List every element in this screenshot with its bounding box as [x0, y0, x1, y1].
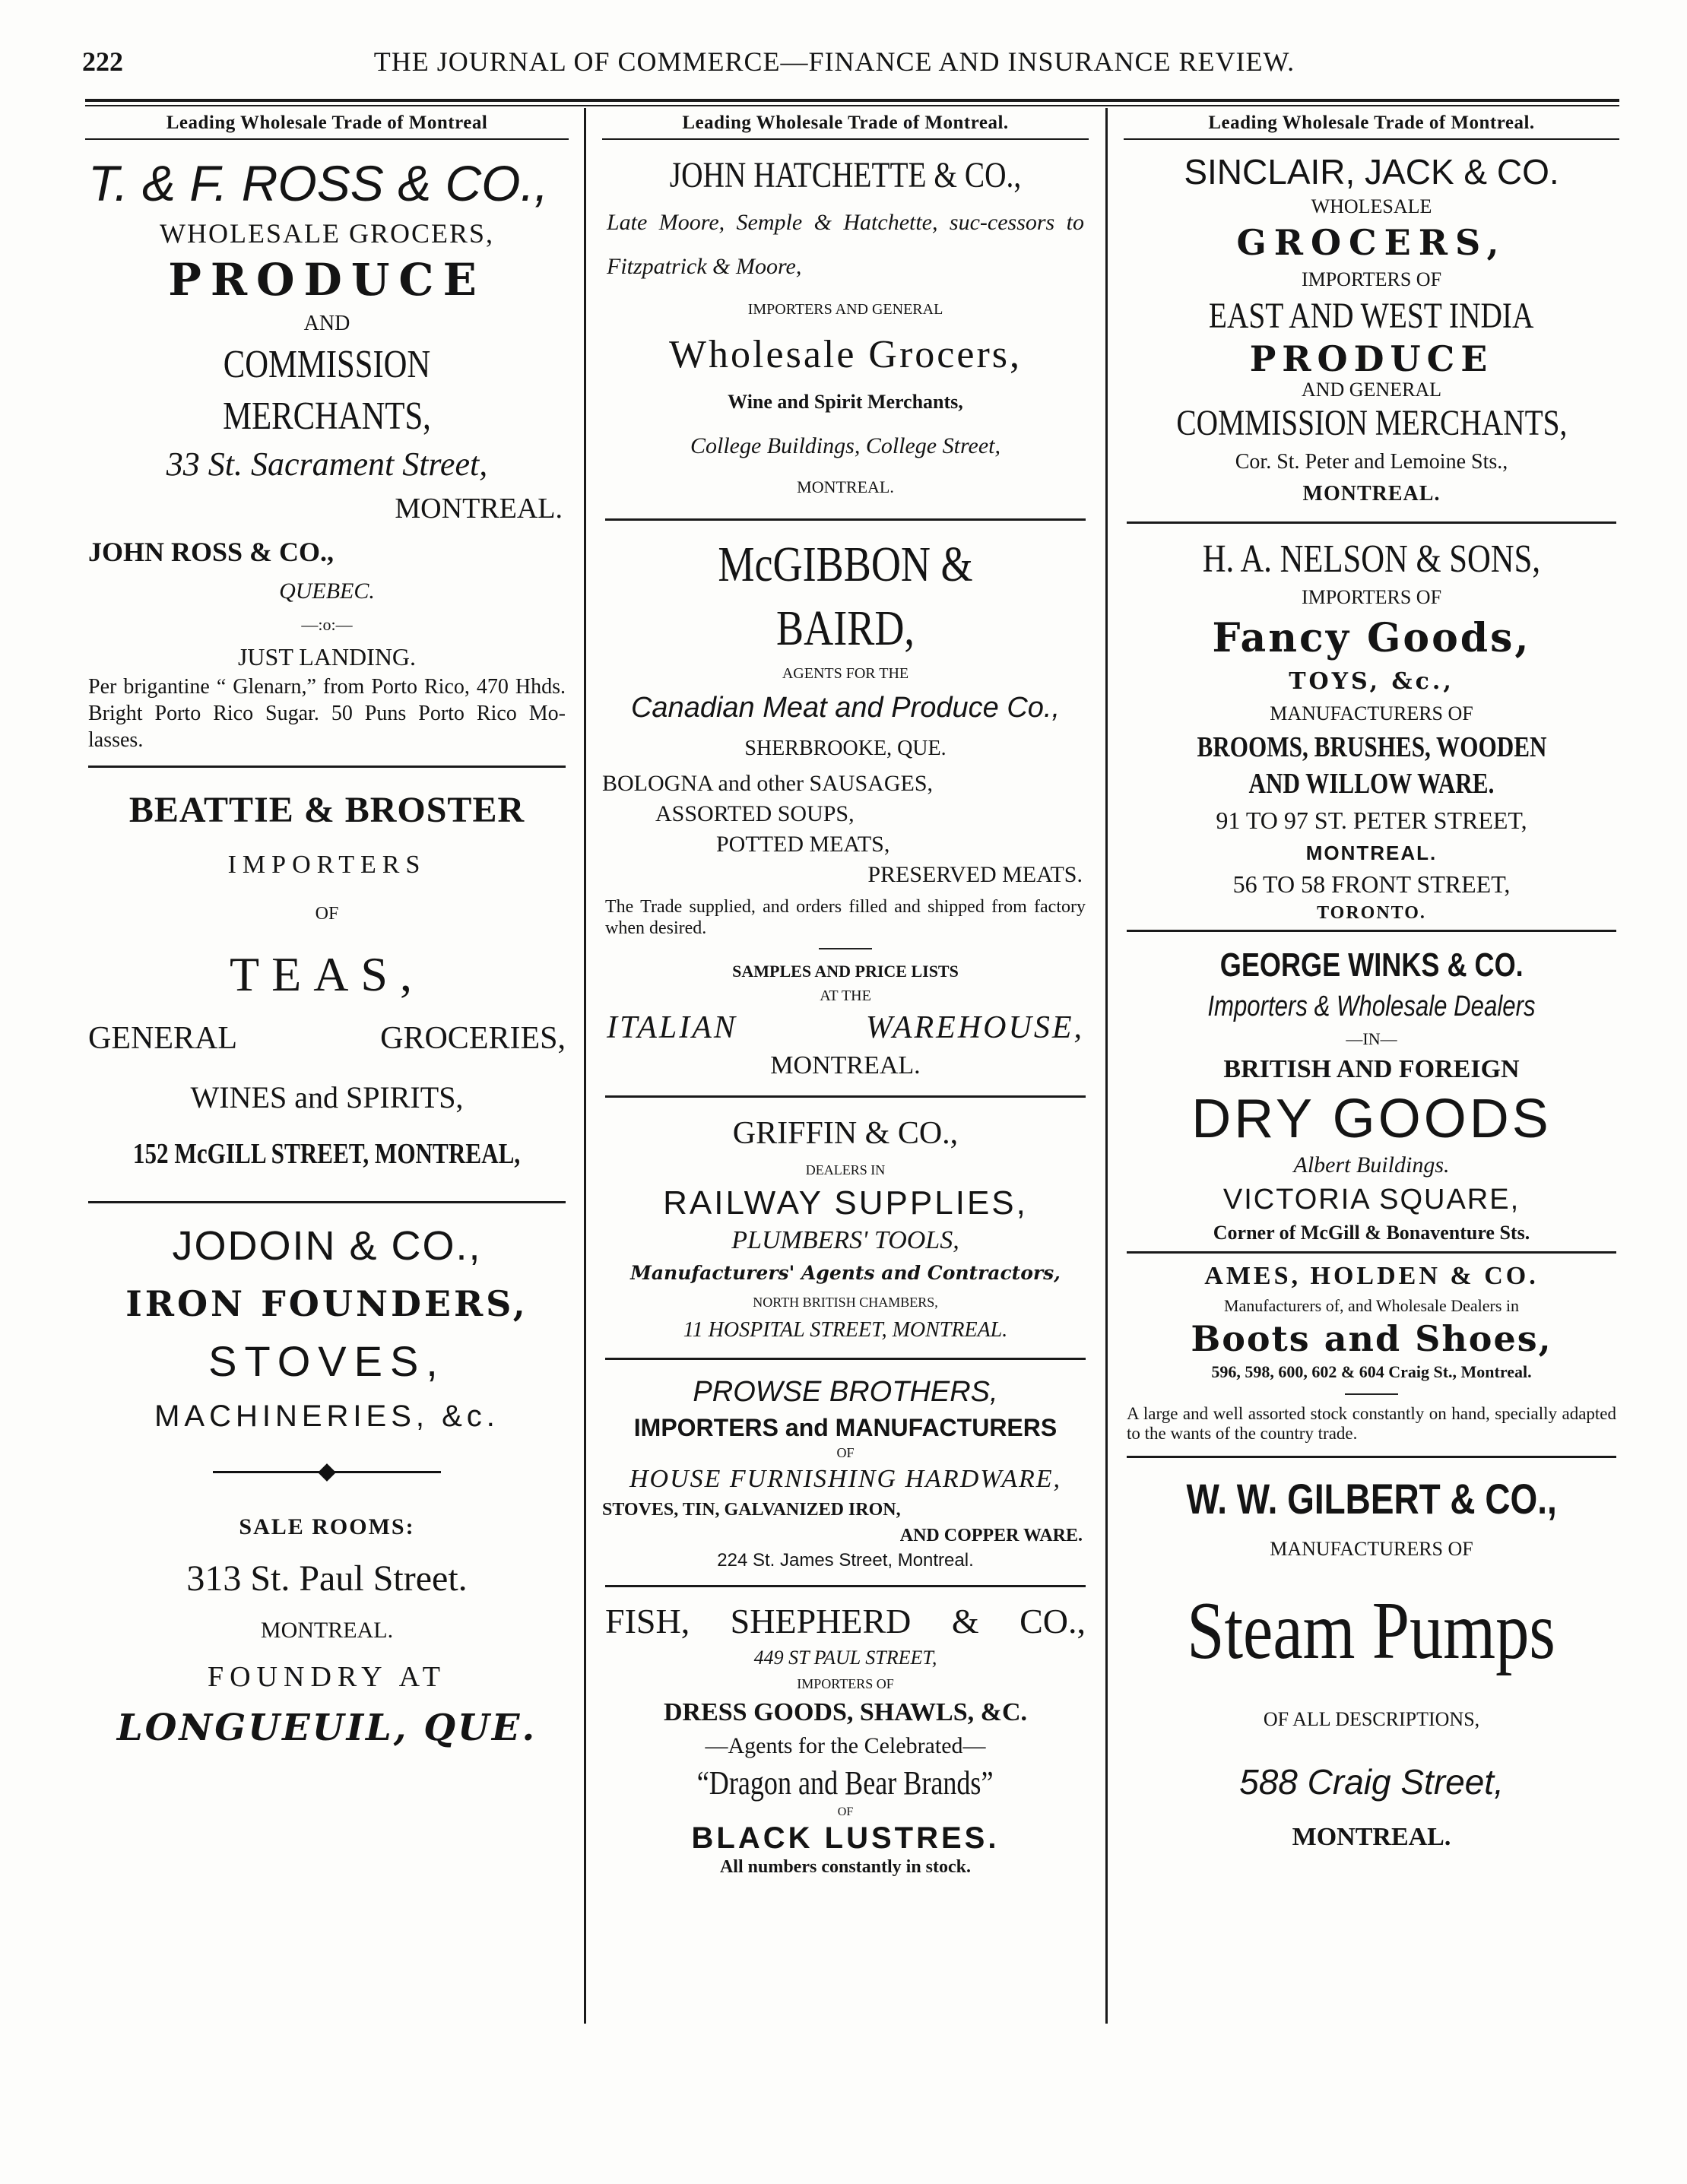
ad-line: 33 St. Sacrament Street, — [166, 445, 488, 483]
ad-line: PRODUCE — [168, 254, 486, 306]
ad-separator — [605, 518, 1086, 521]
ad-line: BRITISH AND FOREIGN — [1223, 1055, 1520, 1083]
ad-line: QUEBEC. — [279, 578, 375, 604]
column-divider-1 — [584, 108, 586, 2024]
short-rule — [1345, 1393, 1398, 1395]
ad-prowse — [602, 1372, 1089, 1573]
ad-line: MONTREAL. — [395, 493, 563, 525]
ad-line: MONTREAL. — [1305, 842, 1438, 864]
advertiser-name: GEORGE WINKS & CO. — [1219, 946, 1524, 984]
ad-separator — [1127, 521, 1616, 524]
ad-line: COMMISSION MERCHANTS, — [1176, 403, 1567, 443]
ad-line: IRON FOUNDERS, — [125, 1283, 528, 1324]
ad-line: PRESERVED MEATS. — [867, 862, 1083, 887]
ad-line: AND GENERAL — [1301, 379, 1442, 401]
ad-line: Wholesale Grocers, — [668, 333, 1023, 376]
ad-line: 449 ST PAUL STREET, — [753, 1647, 937, 1669]
ad-line: Manufacturers of, and Wholesale Dealers in — [1223, 1296, 1520, 1315]
ad-ross — [85, 151, 569, 753]
ad-line: Wine and Spirit Merchants, — [728, 391, 963, 413]
advertiser-name: JOHN HATCHETTE & CO., — [669, 155, 1022, 195]
ad-line: TORONTO. — [1317, 903, 1426, 923]
ad-line: Steam Pumps — [1187, 1586, 1556, 1676]
ad-line: BLACK LUSTRES. — [691, 1821, 1000, 1855]
ad-line: RAILWAY SUPPLIES, — [663, 1184, 1028, 1222]
ad-body: Per brigantine “ Glenarn,” from Porto Rico, 470 Hhds. Bright Porto Rico Sugar. 50 Puns Porto Rico Mo-lasses. — [88, 675, 566, 752]
ad-line: OF — [837, 1805, 854, 1818]
ad-separator — [605, 1585, 1086, 1587]
ad-line: 313 St. Paul Street. — [186, 1558, 468, 1599]
short-rule — [819, 948, 872, 949]
advertiser-name: H. A. NELSON & SONS, — [1202, 537, 1541, 581]
ad-ames — [1124, 1258, 1619, 1444]
advertiser-name: AMES, HOLDEN & CO. — [1204, 1262, 1539, 1290]
ad-separator — [605, 1358, 1086, 1360]
ad-line: AND COPPER WARE. — [899, 1526, 1083, 1545]
ad-line: OF — [836, 1445, 855, 1460]
header-rule-top — [85, 99, 1619, 102]
ad-line: 596, 598, 600, 602 & 604 Craig St., Montreal. — [1211, 1362, 1532, 1381]
ad-line: POTTED MEATS, — [716, 832, 890, 857]
ornamental-rule — [213, 1463, 441, 1482]
advertiser-name: BEATTIE & BROSTER — [128, 790, 525, 830]
ad-line: BOLOGNA and other SAUSAGES, — [602, 771, 933, 796]
column-heading: Leading Wholesale Trade of Montreal. — [602, 106, 1089, 140]
ad-griffin — [602, 1110, 1089, 1346]
ad-line: —:o:— — [301, 615, 353, 634]
ad-line: ASSORTED SOUPS, — [655, 801, 855, 826]
ad-line: Manufacturers' Agents and Contractors, — [630, 1262, 1061, 1284]
ad-line: MANUFACTURERS OF — [1270, 1538, 1473, 1560]
ad-line: 91 TO 97 ST. PETER STREET, — [1216, 807, 1527, 834]
advertiser-name: McGIBBON & BAIRD, — [718, 537, 973, 656]
ad-line: Boots and Shoes, — [1191, 1318, 1552, 1359]
ad-separator — [88, 766, 566, 768]
ad-line: STOVES, TIN, GALVANIZED IRON, — [602, 1500, 901, 1520]
ad-body: A large and well assorted stock constantly on hand, specially adapted to the wants of the country trade. — [1127, 1404, 1616, 1443]
page-number: 222 — [82, 46, 123, 77]
ad-line: 11 HOSPITAL STREET, MONTREAL. — [683, 1318, 1008, 1342]
ad-line: AND — [303, 312, 350, 335]
ad-line: MACHINERIES, &c. — [154, 1399, 499, 1433]
ad-line: Corner of McGill & Bonaventure Sts. — [1213, 1222, 1530, 1244]
ad-line: —IN— — [1346, 1029, 1397, 1048]
ad-line: College Buildings, College Street, — [690, 433, 1000, 458]
ad-line: Fancy Goods, — [1212, 615, 1531, 661]
ad-hatchette — [602, 151, 1089, 506]
advertiser-name: W. W. GILBERT & CO., — [1186, 1475, 1557, 1523]
ad-fish — [602, 1599, 1089, 1878]
ad-line: 56 TO 58 FRONT STREET, — [1232, 870, 1511, 898]
ad-line: OF — [315, 904, 339, 924]
ad-separator — [1127, 1456, 1616, 1458]
advertiser-name: SINCLAIR, JACK & CO. — [1184, 152, 1559, 192]
ad-line: SAMPLES AND PRICE LISTS — [732, 962, 959, 981]
ad-line: DRESS GOODS, SHAWLS, &C. — [663, 1698, 1027, 1726]
ad-line: MONTREAL. — [797, 477, 894, 496]
ad-line: WHOLESALE — [1311, 195, 1432, 217]
column-divider-2 — [1105, 108, 1108, 2024]
ad-line: Late Moore, Semple & Hatchette, suc-cessors to Fitzpatrick & Moore, — [607, 210, 1084, 279]
ad-line: AT THE — [820, 987, 871, 1004]
ad-line: “Dragon and Bear Brands” — [697, 1764, 994, 1802]
ad-line: IMPORTERS and MANUFACTURERS — [633, 1414, 1058, 1441]
column-2 — [602, 106, 1089, 1878]
ad-line: PRODUCE — [1249, 338, 1494, 379]
ad-line: All numbers constantly in stock. — [719, 1857, 972, 1877]
ad-line: LONGUEUIL, QUE. — [116, 1707, 537, 1749]
ad-line: SHERBROOKE, QUE. — [744, 737, 947, 760]
ad-line: —Agents for the Celebrated— — [705, 1733, 986, 1758]
column-heading: Leading Wholesale Trade of Montreal — [85, 106, 569, 140]
ad-nelson — [1124, 536, 1619, 925]
ad-line: MONTREAL. — [260, 1618, 394, 1643]
ad-line: JUST LANDING. — [237, 643, 417, 670]
page-header — [76, 41, 1593, 79]
ad-line: AGENTS FOR THE — [782, 665, 909, 682]
ad-line: JOHN ROSS & CO., — [88, 537, 335, 567]
ad-separator — [605, 1095, 1086, 1098]
ad-separator — [1127, 1251, 1616, 1254]
advertiser-name: PROWSE BROTHERS, — [693, 1376, 998, 1408]
ad-line: Albert Buildings. — [1293, 1152, 1450, 1178]
ad-winks — [1124, 944, 1619, 1247]
ad-line: GENERAL GROCERIES, — [88, 1021, 566, 1056]
ad-line: IMPORTERS AND GENERAL — [747, 301, 943, 318]
ad-line: MONTREAL. — [770, 1051, 921, 1079]
ad-line: NORTH BRITISH CHAMBERS, — [753, 1295, 938, 1310]
ad-line: VICTORIA SQUARE, — [1222, 1184, 1521, 1216]
ad-line: SALE ROOMS: — [239, 1514, 415, 1539]
ad-line: 152 McGILL STREET, MONTREAL, — [133, 1138, 521, 1170]
ad-line: DEALERS IN — [805, 1162, 886, 1178]
ad-line: IMPORTERS OF — [797, 1676, 894, 1691]
ad-line: ITALIAN WAREHOUSE, — [607, 1010, 1084, 1045]
ad-line: MANUFACTURERS OF — [1270, 702, 1473, 724]
ad-mcgibbon — [602, 533, 1089, 1083]
ad-line: COMMISSION MERCHANTS, — [223, 343, 431, 438]
ad-line: PLUMBERS' TOOLS, — [731, 1226, 959, 1254]
ad-jodoin — [85, 1216, 569, 1755]
ad-line: 224 St. James Street, Montreal. — [717, 1550, 974, 1571]
advertiser-name: FISH, SHEPHERD & CO., — [605, 1602, 1086, 1640]
ad-line: Canadian Meat and Produce Co., — [630, 692, 1061, 724]
ad-line: WHOLESALE GROCERS, — [160, 218, 494, 249]
ad-gilbert — [1124, 1470, 1619, 1858]
ad-line: IMPORTERS OF — [1301, 586, 1442, 608]
column-1 — [85, 106, 569, 1755]
ad-separator — [88, 1201, 566, 1203]
journal-title: THE JOURNAL OF COMMERCE—FINANCE AND INSURANCE REVIEW. — [373, 46, 1295, 77]
ad-line: IMPORTERS — [227, 851, 427, 879]
ad-line: MONTREAL. — [1292, 1823, 1451, 1851]
ad-separator — [1127, 930, 1616, 932]
ad-line: IMPORTERS OF — [1301, 268, 1442, 290]
ad-line: EAST AND WEST INDIA — [1209, 296, 1534, 336]
ad-line: MONTREAL. — [1302, 482, 1441, 506]
ad-beattie — [85, 780, 569, 1178]
ad-line: GROCERS, — [1236, 222, 1507, 263]
ad-line: WINES and SPIRITS, — [190, 1080, 464, 1114]
ad-line: HOUSE FURNISHING HARDWARE, — [629, 1465, 1062, 1493]
column-3 — [1124, 106, 1619, 1858]
ad-line: BROOMS, BRUSHES, WOODEN — [1197, 731, 1546, 763]
ad-body: The Trade supplied, and orders filled and shipped from factory when desired. — [605, 897, 1086, 938]
ad-line: TOYS, &c., — [1289, 668, 1454, 695]
ad-line: 588 Craig Street, — [1239, 1762, 1504, 1802]
advertiser-name: JODOIN & CO., — [172, 1223, 482, 1269]
column-heading: Leading Wholesale Trade of Montreal. — [1124, 106, 1619, 140]
advertiser-name: GRIFFIN & CO., — [732, 1116, 959, 1151]
ad-line: OF ALL DESCRIPTIONS, — [1263, 1708, 1480, 1730]
ad-line: STOVES, — [208, 1337, 446, 1385]
ad-line: Importers & Wholesale Dealers — [1207, 991, 1536, 1022]
ad-sinclair — [1124, 149, 1619, 509]
ad-line: DRY GOODS — [1191, 1089, 1552, 1149]
ad-line: Cor. St. Peter and Lemoine Sts., — [1235, 450, 1508, 474]
advertiser-name: T. & F. ROSS & CO., — [88, 155, 549, 211]
ad-line: TEAS, — [230, 947, 424, 1001]
ad-line: FOUNDRY AT — [207, 1661, 447, 1693]
ad-line: AND WILLOW WARE. — [1248, 768, 1495, 800]
